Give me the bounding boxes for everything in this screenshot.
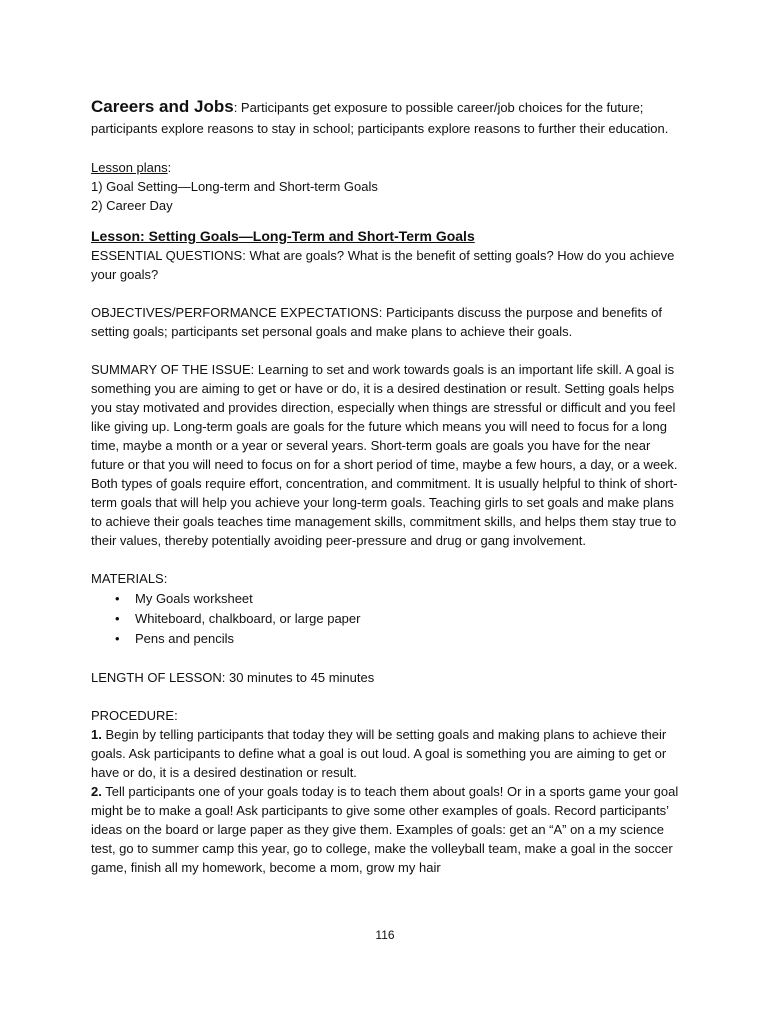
lesson-plans-label: Lesson plans [91,160,168,175]
step-number: 1. [91,727,102,742]
lesson-length: LENGTH OF LESSON: 30 minutes to 45 minutes [91,670,375,685]
step-number: 2. [91,784,102,799]
materials-label: MATERIALS: [91,571,168,586]
lesson-plan-item: 2) Career Day [91,198,173,213]
essential-questions: ESSENTIAL QUESTIONS: What are goals? What is the benefit of setting goals? How do you achieve your goals? [91,248,675,282]
lesson-plans-list [91,177,683,215]
materials-item-text: Pens and pencils [135,631,235,646]
materials-list [91,589,683,648]
materials-item [115,589,683,608]
procedure-label: PROCEDURE: [91,708,178,723]
bullet-icon: • [115,631,120,646]
procedure-step [91,782,683,877]
lesson-plan-item: 1) Goal Setting—Long-term and Short-term Goals [91,179,378,194]
careers-intro [91,96,683,139]
objectives: OBJECTIVES/PERFORMANCE EXPECTATIONS: Participants discuss the purpose and benefits of setting goals; participants set personal goals and make plans to achieve their goals. [91,305,663,339]
materials-item [115,609,683,628]
lesson-title: Lesson: Setting Goals—Long-Term and Short-Term Goals [91,228,475,244]
lesson-plans-colon: : [167,160,172,175]
page-number: 116 [375,928,395,942]
materials-item [115,629,683,648]
bullet-icon: • [115,611,120,626]
careers-title: Careers and Jobs [91,97,234,116]
bullet-icon: • [115,591,120,606]
step-text: Tell participants one of your goals today is to teach them about goals! Or in a sports game your goal might be to make a goal! Ask participants to give some other examples of goals. Record participants’ ideas on the board or large paper as they give them. Examples of goals: get an “A” on a my science test, go to summer camp this year, go to college, make the volleyball team, make a goal in the soccer game, finish all my homework, become a mom, grow my hair [91,784,679,875]
summary-of-issue: SUMMARY OF THE ISSUE: Learning to set and work towards goals is an important life skill. A goal is something you are aiming to get or have or do, it is a desired destination or result. Setting goals helps you stay motivated and provides direction, especially when things are stressful or difficult and you feel like giving up. Long-term goals are goals for the future which means you will need to focus for a long time, maybe a month or a year or several years. Short-term goals are goals you have for the near future or that you will need to focus on for a short period of time, maybe a few hours, a day, or a week. Both types of goals require effort, concentration, and commitment. It is usually helpful to think of short-term goals that will help you achieve your long-term goals. Teaching girls to set goals and make plans to achieve their goals teaches time management skills, commitment skills, and helps them stay true to their values, thereby potentially avoiding peer-pressure and drug or gang involvement. [91,362,678,548]
materials-item-text: My Goals worksheet [135,591,253,606]
lesson-plans-label-line [91,158,683,177]
step-text: Begin by telling participants that today they will be setting goals and making plans to achieve their goals. Ask participants to define what a goal is out loud. A goal is something you are aiming to get or have or do, it is a desired destination or result. [91,727,667,780]
careers-description: : Participants get exposure to possible career/job choices for the future; participants explore reasons to stay in school; participants explore reasons to further their education. [91,100,669,136]
materials-item-text: Whiteboard, chalkboard, or large paper [135,611,361,626]
procedure-step [91,725,683,782]
document-page [91,96,683,877]
